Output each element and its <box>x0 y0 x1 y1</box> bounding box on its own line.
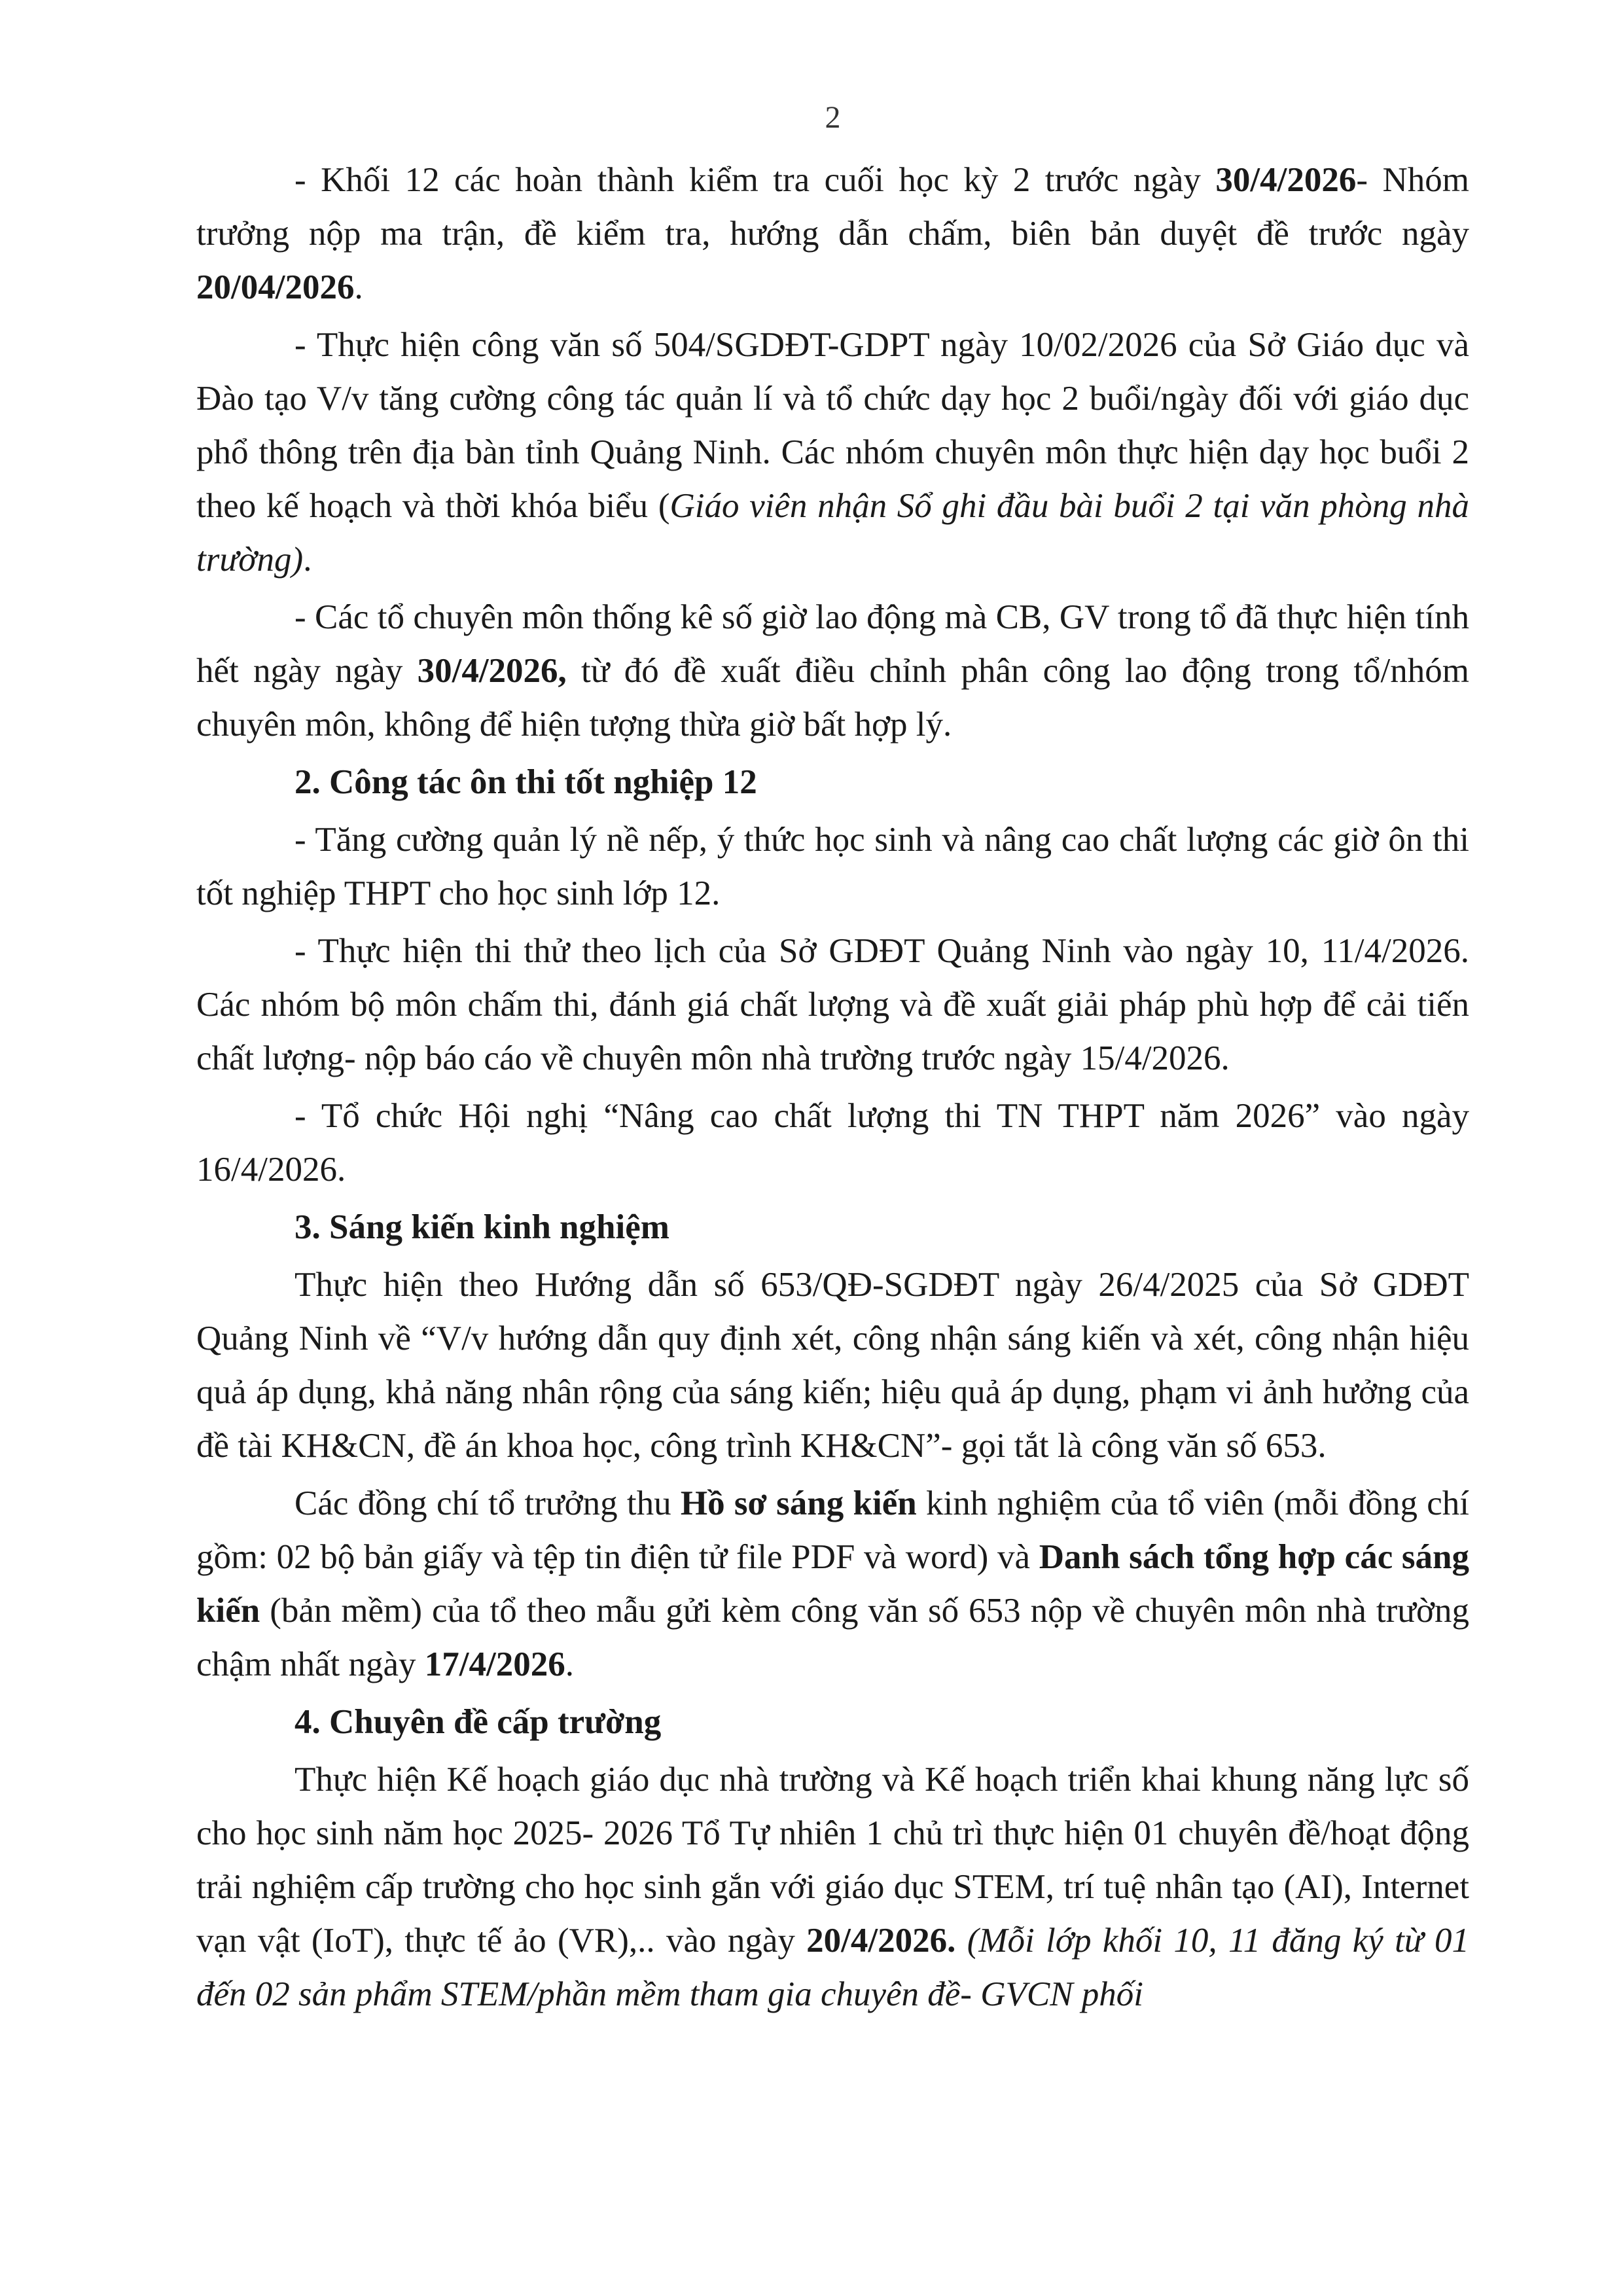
page-number: 2 <box>825 100 841 135</box>
bold-text: 20/4/2026. <box>806 1922 956 1960</box>
bold-text: 30/4/2026 <box>1215 161 1357 199</box>
paragraph <box>196 1089 1469 1196</box>
paragraph <box>196 590 1469 751</box>
paragraph <box>196 153 1469 314</box>
section-heading <box>196 1695 1469 1749</box>
paragraph <box>196 813 1469 920</box>
text-run: Các đồng chí tổ trưởng thu <box>294 1484 681 1522</box>
document-body <box>196 153 1469 2021</box>
text-run: kinh nghiệm của tổ viên (mỗi đồng chí gồm: 02 bộ bản giấy và tệp tin điện tử file PDF và word) và <box>196 1484 1469 1576</box>
text-run: . <box>303 541 312 579</box>
bold-text: 17/4/2026 <box>424 1645 565 1683</box>
bold-text: 30/4/2026, <box>417 652 567 690</box>
section-heading <box>196 1200 1469 1254</box>
section-heading <box>196 755 1469 809</box>
text-run: 2. Công tác ôn thi tốt nghiệp 12 <box>294 763 757 801</box>
bold-text: 20/04/2026 <box>196 268 355 306</box>
text-run: - Nhóm trưởng nộp ma trận, đề kiểm tra, hướng dẫn chấm, biên bản duyệt đề trước ngày <box>196 161 1469 253</box>
bold-text: Danh sách tổng hợp các sáng kiến <box>196 1538 1469 1630</box>
text-run: - Các tổ chuyên môn thống kê số giờ lao động mà CB, GV trong tổ đã thực hiện tính hết ngày ngày <box>196 598 1469 690</box>
text-run: . <box>354 268 363 306</box>
paragraph <box>196 318 1469 586</box>
text-run: - Khối 12 các hoàn thành kiểm tra cuối học kỳ 2 trước ngày <box>294 161 1216 199</box>
text-run: . <box>565 1645 574 1683</box>
paragraph <box>196 1753 1469 2021</box>
text-run: - Tổ chức Hội nghị “Nâng cao chất lượng thi TN THPT năm 2026” vào ngày 16/4/2026. <box>196 1097 1469 1189</box>
paragraph <box>196 1258 1469 1473</box>
text-run: Thực hiện Kế hoạch giáo dục nhà trường và Kế hoạch triển khai khung năng lực số cho học sinh năm học 2025- 2026 Tổ Tự nhiên 1 chủ trì thực hiện 01 chuyên đề/hoạt động trải nghiệm cấp trường cho học sinh gắn với giáo dục STEM, trí tuệ nhân tạo (AI), Internet vạn vật (IoT), thực tế ảo (VR),.. vào ngày <box>196 1761 1469 1960</box>
italic-text: (Mỗi lớp khối 10, 11 đăng ký từ 01 đến 02 sản phẩm STEM/phần mềm tham gia chuyên đề- GVCN phối <box>196 1922 1470 2013</box>
text-run: - Thực hiện thi thử theo lịch của Sở GDĐT Quảng Ninh vào ngày 10, 11/4/2026. Các nhóm bộ môn chấm thi, đánh giá chất lượng và đề xuất giải pháp phù hợp để cải tiến chất lượng- nộp báo cáo về chuyên môn nhà trường trước ngày 15/4/2026. <box>196 932 1469 1077</box>
paragraph <box>196 924 1469 1085</box>
text-run: 3. Sáng kiến kinh nghiệm <box>294 1208 669 1246</box>
bold-text: Hồ sơ sáng kiến <box>680 1484 917 1522</box>
text-run <box>955 1922 967 1960</box>
italic-text: Giáo viên nhận Sổ ghi đầu bài buổi 2 tại văn phòng nhà trường) <box>196 487 1469 579</box>
paragraph <box>196 1477 1469 1691</box>
text-run: - Tăng cường quản lý nề nếp, ý thức học sinh và nâng cao chất lượng các giờ ôn thi tốt nghiệp THPT cho học sinh lớp 12. <box>196 821 1469 912</box>
text-run: từ đó đề xuất điều chỉnh phân công lao động trong tổ/nhóm chuyên môn, không để hiện tượng thừa giờ bất hợp lý. <box>196 652 1470 744</box>
text-run: - Thực hiện công văn số 504/SGDĐT-GDPT ngày 10/02/2026 của Sở Giáo dục và Đào tạo V/v tăng cường công tác quản lí và tổ chức dạy học 2 buổi/ngày đối với giáo dục phổ thông trên địa bàn tỉnh Quảng Ninh. Các nhóm chuyên môn thực hiện dạy học buổi 2 theo kế hoạch và thời khóa biểu ( <box>196 326 1469 525</box>
text-run: Thực hiện theo Hướng dẫn số 653/QĐ-SGDĐT ngày 26/4/2025 của Sở GDĐT Quảng Ninh về “V/v hướng dẫn quy định xét, công nhận sáng kiến và xét, công nhận hiệu quả áp dụng, khả năng nhân rộng của sáng kiến; hiệu quả áp dụng, phạm vi ảnh hưởng của đề tài KH&CN, đề án khoa học, công trình KH&CN”- gọi tắt là công văn số 653. <box>196 1266 1469 1465</box>
text-run: (bản mềm) của tổ theo mẫu gửi kèm công văn số 653 nộp về chuyên môn nhà trường chậm nhất ngày <box>196 1592 1469 1683</box>
text-run: 4. Chuyên đề cấp trường <box>294 1703 662 1741</box>
